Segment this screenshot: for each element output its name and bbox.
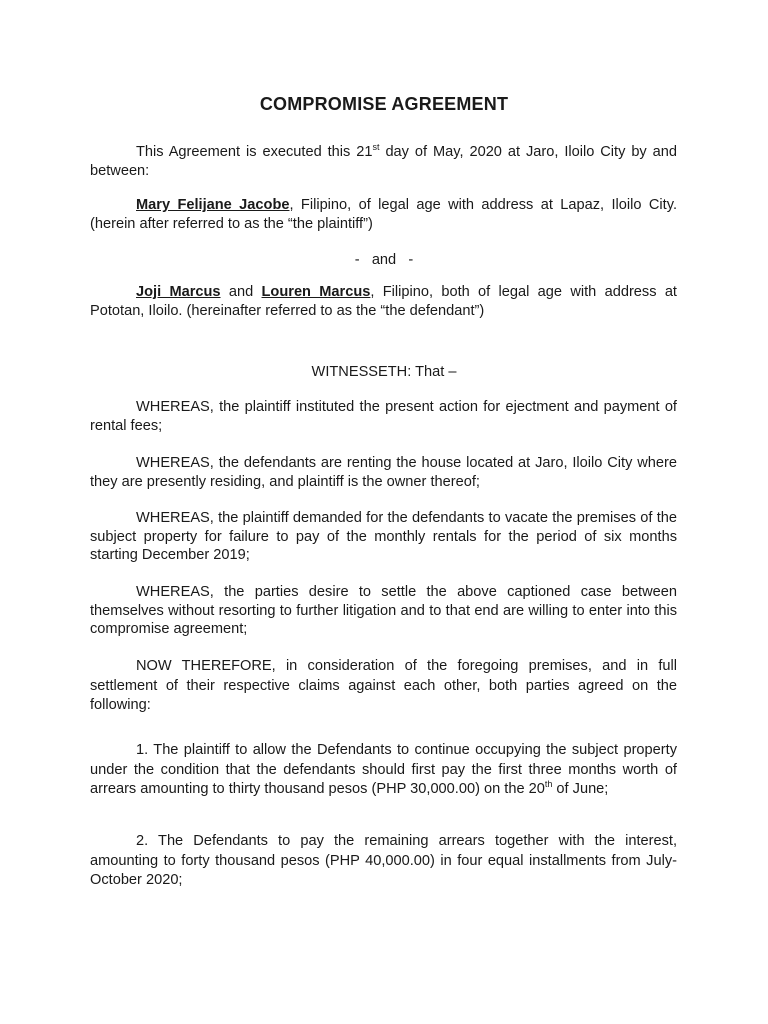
term-1-end: of June; [552, 781, 609, 797]
whereas-clause: WHEREAS, the defendants are renting the house located at Jaro, Iloilo City where they are presently residing, and plaintiff is the owner thereof; [90, 455, 677, 490]
now-therefore-paragraph: NOW THEREFORE, in consideration of the foregoing premises, and in full settlement of their respective claims against each other, both parties agreed on the following: [90, 658, 677, 713]
plaintiff-details: , Filipino, of legal age with address at Lapaz, Iloilo City. (herein after referred to as the “the plaintiff”) [90, 197, 677, 232]
agreement-term-2: 2. The Defendants to pay the remaining arrears together with the interest, amounting to forty thousand pesos (PHP 40,000.00) in four equal installments from July-October 2020; [90, 833, 677, 888]
defendants-details: , Filipino, both of legal age with address at Pototan, Iloilo. (hereinafter referred to as the “the defendant”) [90, 284, 677, 319]
document-title: COMPROMISE AGREEMENT [259, 94, 509, 114]
term-1-text: 1. The plaintiff to allow the Defendants to continue occupying the subject property under the condition that the defendants should first pay the first three months worth of arrears amounting to thirty thousand pesos (PHP 30,000.00) on the 20 [90, 742, 677, 797]
date-ordinal-suffix: st [372, 142, 380, 153]
defendants-paragraph [90, 283, 677, 320]
defendants-joiner: and [220, 284, 262, 300]
agreement-term-1 [90, 741, 677, 800]
plaintiff-paragraph [90, 196, 677, 233]
intro-text-end: day of May, 2020 at Jaro, Iloilo City by and between: [90, 144, 678, 179]
plaintiff-name: Mary Felijane Jacobe [136, 197, 290, 213]
whereas-clause: WHEREAS, the plaintiff demanded for the defendants to vacate the premises of the subject property for failure to pay of the monthly rentals for the period of six months starting December 2019; [90, 510, 677, 564]
whereas-clause: WHEREAS, the plaintiff instituted the present action for ejectment and payment of rental fees; [90, 399, 677, 434]
whereas-clause: WHEREAS, the parties desire to settle the above captioned case between themselves without resorting to further litigation and to that end are willing to enter into this compromise agreement; [90, 584, 677, 638]
and-separator: - and - [354, 252, 414, 268]
term-1-ordinal-suffix: th [544, 779, 553, 790]
intro-paragraph [90, 143, 677, 180]
intro-text-start: This Agreement is executed this 21 [136, 144, 373, 160]
defendant-name-1: Joji Marcus [136, 284, 221, 300]
witnesseth-heading: WITNESSETH: That – [311, 364, 457, 380]
defendant-name-2: Louren Marcus [261, 284, 371, 300]
